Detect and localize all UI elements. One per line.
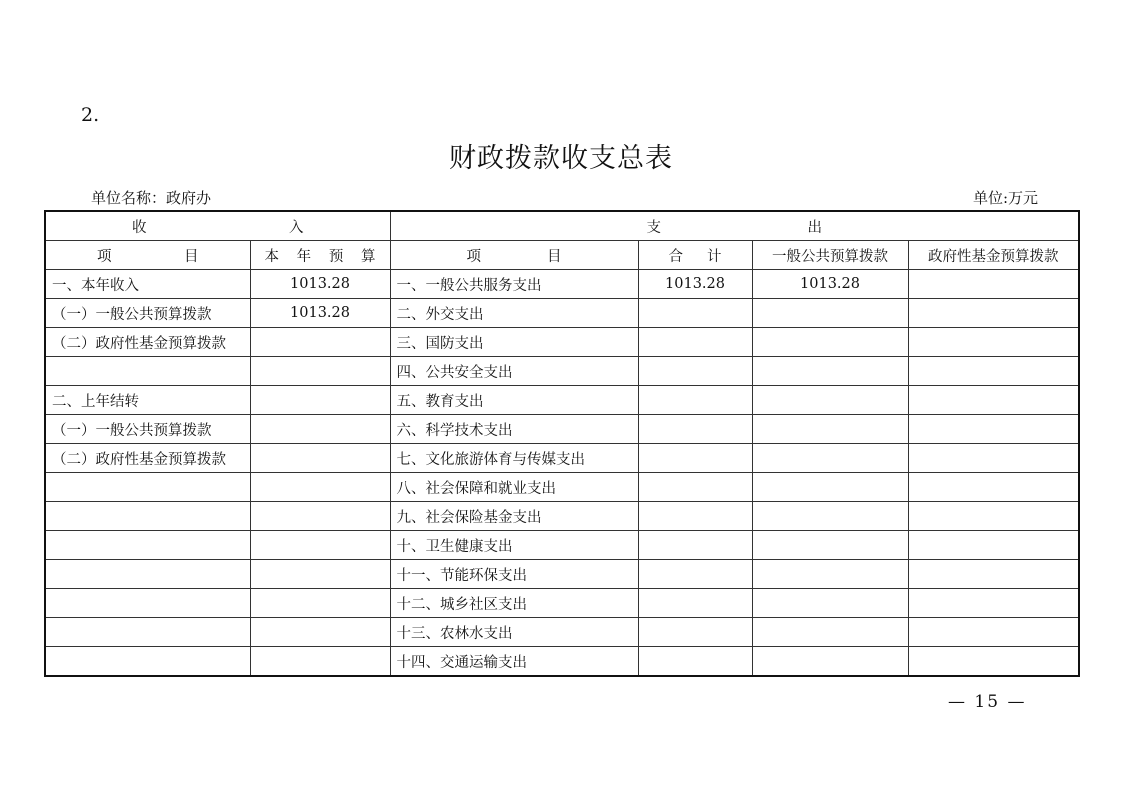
general-budget-cell xyxy=(752,531,908,560)
general-budget-cell xyxy=(752,328,908,357)
income-item-cell xyxy=(45,473,250,502)
expense-item-cell: 五、教育支出 xyxy=(390,386,638,415)
income-amount-cell xyxy=(250,647,390,677)
gov-fund-cell xyxy=(908,502,1079,531)
expense-item-cell: 六、科学技术支出 xyxy=(390,415,638,444)
table-row xyxy=(45,618,1079,647)
expense-item-cell: 二、外交支出 xyxy=(390,299,638,328)
budget-header-char: 算 xyxy=(360,248,376,265)
table-row xyxy=(45,473,1079,502)
gov-fund-cell xyxy=(908,531,1079,560)
gov-fund-cell xyxy=(908,560,1079,589)
income-item-header xyxy=(45,241,250,270)
budget-header-char: 预 xyxy=(328,248,344,265)
total-cell xyxy=(638,473,752,502)
expense-item-cell: 三、国防支出 xyxy=(390,328,638,357)
fiscal-summary-table xyxy=(44,210,1080,677)
table-row xyxy=(45,386,1079,415)
income-amount-cell xyxy=(250,328,390,357)
table-row xyxy=(45,357,1079,386)
table-row xyxy=(45,415,1079,444)
expense-header-char: 支 xyxy=(646,219,661,236)
gov-fund-cell xyxy=(908,589,1079,618)
general-budget-cell xyxy=(752,357,908,386)
gov-fund-cell xyxy=(908,473,1079,502)
income-amount-cell xyxy=(250,531,390,560)
income-amount-cell xyxy=(250,560,390,589)
page-title: 财政拨款收支总表 xyxy=(449,143,673,174)
total-cell xyxy=(638,647,752,677)
income-item-cell: 二、上年结转 xyxy=(45,386,250,415)
income-amount-cell xyxy=(250,386,390,415)
table-row xyxy=(45,560,1079,589)
total-header-char: 计 xyxy=(707,248,722,265)
table-row xyxy=(45,589,1079,618)
income-amount-cell xyxy=(250,357,390,386)
general-budget-cell xyxy=(752,618,908,647)
table-row xyxy=(45,647,1079,677)
expense-item-header xyxy=(390,241,638,270)
income-item-cell xyxy=(45,647,250,677)
table-header-row-2 xyxy=(45,241,1079,270)
income-header xyxy=(45,211,390,241)
income-item-cell: （一）一般公共预算拨款 xyxy=(45,415,250,444)
income-amount-cell xyxy=(250,618,390,647)
expense-item-cell: 七、文化旅游体育与传媒支出 xyxy=(390,444,638,473)
general-budget-cell xyxy=(752,560,908,589)
income-item-cell xyxy=(45,589,250,618)
total-cell xyxy=(638,502,752,531)
general-budget-cell xyxy=(752,299,908,328)
income-item-cell: （一）一般公共预算拨款 xyxy=(45,299,250,328)
general-budget-cell xyxy=(752,444,908,473)
expense-item-cell: 四、公共安全支出 xyxy=(390,357,638,386)
table-row xyxy=(45,270,1079,299)
expense-item-cell: 十一、节能环保支出 xyxy=(390,560,638,589)
income-amount-cell xyxy=(250,444,390,473)
income-item-cell xyxy=(45,531,250,560)
gov-fund-cell xyxy=(908,618,1079,647)
unit-name-label: 单位名称：政府办 xyxy=(91,189,212,207)
expense-item-cell: 十、卫生健康支出 xyxy=(390,531,638,560)
table-row xyxy=(45,531,1079,560)
expense-item-cell: 九、社会保险基金支出 xyxy=(390,502,638,531)
item-header-char: 项 xyxy=(466,248,481,265)
general-budget-cell xyxy=(752,415,908,444)
total-header-char: 合 xyxy=(668,248,683,265)
income-amount-cell: 1013.28 xyxy=(250,270,390,299)
total-cell xyxy=(638,328,752,357)
income-amount-cell xyxy=(250,502,390,531)
table-row xyxy=(45,502,1079,531)
gov-fund-cell xyxy=(908,647,1079,677)
budget-header xyxy=(250,241,390,270)
total-cell xyxy=(638,531,752,560)
expense-item-cell: 十四、交通运输支出 xyxy=(390,647,638,677)
gov-fund-cell xyxy=(908,270,1079,299)
gov-fund-cell xyxy=(908,444,1079,473)
table-header-row-1 xyxy=(45,211,1079,241)
expense-item-cell: 八、社会保障和就业支出 xyxy=(390,473,638,502)
item-header-char: 目 xyxy=(184,248,199,265)
income-item-cell xyxy=(45,560,250,589)
general-budget-cell xyxy=(752,502,908,531)
income-amount-cell: 1013.28 xyxy=(250,299,390,328)
gov-fund-budget-header: 政府性基金预算拨款 xyxy=(908,241,1079,270)
page-number: — 15 — xyxy=(948,692,1027,712)
total-cell xyxy=(638,386,752,415)
expense-header xyxy=(390,211,1079,241)
budget-header-char: 年 xyxy=(296,248,312,265)
expense-header-char: 出 xyxy=(807,219,822,236)
table-row xyxy=(45,444,1079,473)
total-cell xyxy=(638,299,752,328)
total-cell xyxy=(638,444,752,473)
income-header-char: 收 xyxy=(132,219,147,236)
expense-item-cell: 一、一般公共服务支出 xyxy=(390,270,638,299)
gov-fund-cell xyxy=(908,386,1079,415)
general-budget-cell xyxy=(752,386,908,415)
gov-fund-cell xyxy=(908,357,1079,386)
total-cell: 1013.28 xyxy=(638,270,752,299)
income-item-cell xyxy=(45,502,250,531)
income-item-cell xyxy=(45,357,250,386)
income-header-char: 入 xyxy=(289,219,304,236)
total-cell xyxy=(638,415,752,444)
general-budget-cell: 1013.28 xyxy=(752,270,908,299)
income-amount-cell xyxy=(250,589,390,618)
general-budget-cell xyxy=(752,647,908,677)
item-header-char: 项 xyxy=(97,248,112,265)
income-item-cell: （二）政府性基金预算拨款 xyxy=(45,444,250,473)
income-item-cell: 一、本年收入 xyxy=(45,270,250,299)
table-row xyxy=(45,328,1079,357)
total-cell xyxy=(638,589,752,618)
total-cell xyxy=(638,618,752,647)
section-number: 2. xyxy=(81,104,100,126)
table-row xyxy=(45,299,1079,328)
total-cell xyxy=(638,357,752,386)
currency-unit-label: 单位:万元 xyxy=(972,189,1038,207)
income-amount-cell xyxy=(250,415,390,444)
expense-item-cell: 十三、农林水支出 xyxy=(390,618,638,647)
gov-fund-cell xyxy=(908,415,1079,444)
general-budget-cell xyxy=(752,589,908,618)
item-header-char: 目 xyxy=(547,248,562,265)
income-item-cell xyxy=(45,618,250,647)
general-budget-cell xyxy=(752,473,908,502)
expense-item-cell: 十二、城乡社区支出 xyxy=(390,589,638,618)
income-item-cell: （二）政府性基金预算拨款 xyxy=(45,328,250,357)
gov-fund-cell xyxy=(908,299,1079,328)
general-budget-header: 一般公共预算拨款 xyxy=(752,241,908,270)
total-cell xyxy=(638,560,752,589)
income-amount-cell xyxy=(250,473,390,502)
total-header xyxy=(638,241,752,270)
gov-fund-cell xyxy=(908,328,1079,357)
budget-header-char: 本 xyxy=(264,248,279,265)
